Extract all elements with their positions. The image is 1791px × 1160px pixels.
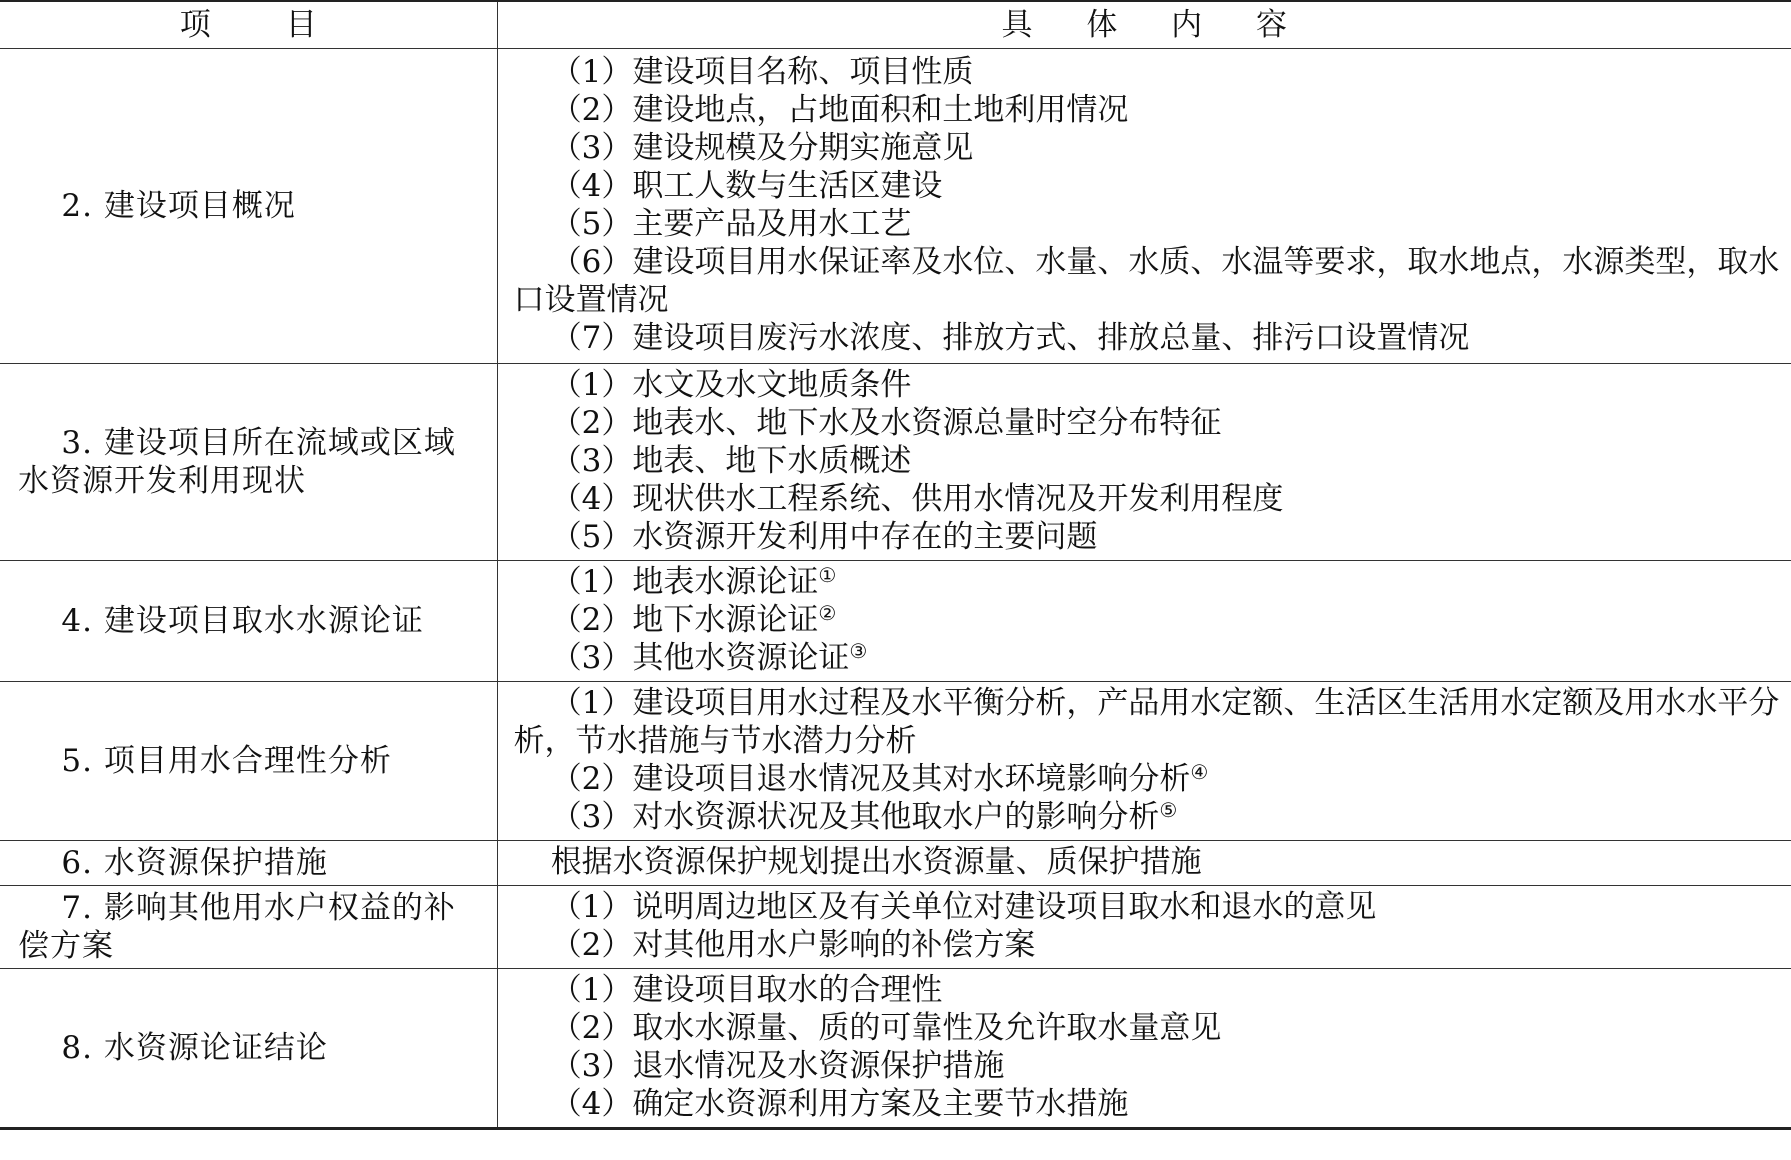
row-item-cell [0, 841, 497, 886]
row-content-cell [497, 969, 1791, 1129]
content-line-text: （4）职工人数与生活区建设 [550, 168, 943, 204]
content-line-text: （3）地表、地下水质概述 [550, 443, 912, 479]
content-line [514, 1085, 1782, 1123]
content-line-text: （1）建设项目用水过程及水平衡分析，产品用水定额、生活区生活用水定额及用水水平分析，节水措施与节水潜力分析 [513, 685, 1780, 759]
content-line [514, 563, 1782, 601]
row-item-label: 3. 建设项目所在流域或区域水资源开发利用现状 [18, 425, 456, 499]
content-line-text: （3）其他水资源论证 [550, 640, 850, 676]
row-content-cell [497, 49, 1791, 364]
table-header-row [0, 1, 1791, 49]
content-line-text: （1）地表水源论证 [550, 564, 819, 600]
header-item: 项 目 [0, 1, 497, 49]
row-item-label: 8. 水资源论证结论 [61, 1030, 328, 1066]
footnote-marker: ④ [1190, 760, 1209, 784]
content-line [514, 129, 1782, 167]
footnote-marker: ② [818, 601, 837, 625]
content-line-text: （3）退水情况及水资源保护措施 [550, 1048, 1005, 1084]
row-content-cell [497, 886, 1791, 969]
content-line [514, 601, 1782, 639]
content-line [514, 243, 1782, 319]
content-line [514, 319, 1782, 357]
content-line-text: （1）建设项目名称、项目性质 [550, 54, 974, 90]
footnote-marker: ③ [849, 639, 868, 663]
content-line-text: （2）建设地点，占地面积和土地利用情况 [550, 92, 1129, 128]
table-row [0, 682, 1791, 841]
content-line [514, 926, 1782, 964]
footnote-marker: ⑤ [1159, 798, 1178, 822]
content-line-text: （5）水资源开发利用中存在的主要问题 [550, 519, 1098, 555]
row-item-cell [0, 561, 497, 682]
content-line-text: （7）建设项目废污水浓度、排放方式、排放总量、排污口设置情况 [550, 320, 1470, 356]
table-row [0, 886, 1791, 969]
header-content: 具 体 内 容 [497, 1, 1791, 49]
row-item-label: 4. 建设项目取水水源论证 [61, 603, 424, 639]
content-line-text: （2）地下水源论证 [550, 602, 819, 638]
content-line-text: （2）对其他用水户影响的补偿方案 [550, 927, 1036, 963]
row-item-cell [0, 364, 497, 561]
content-line-text: （1）水文及水文地质条件 [550, 367, 912, 403]
content-line [514, 167, 1782, 205]
content-line-text: （2）建设项目退水情况及其对水环境影响分析 [550, 761, 1191, 797]
content-line [514, 971, 1782, 1009]
footnote-marker: ① [818, 563, 837, 587]
content-line [514, 684, 1782, 760]
content-line [514, 91, 1782, 129]
content-line-text: （6）建设项目用水保证率及水位、水量、水质、水温等要求，取水地点，水源类型，取水口设置情况 [513, 244, 1780, 318]
table-row [0, 364, 1791, 561]
row-content-cell [497, 841, 1791, 886]
content-line-text: （2）地表水、地下水及水资源总量时空分布特征 [550, 405, 1222, 441]
content-line [514, 760, 1782, 798]
row-item-label: 6. 水资源保护措施 [61, 845, 328, 881]
row-item-cell [0, 886, 497, 969]
content-line [514, 843, 1782, 881]
content-line [514, 1047, 1782, 1085]
row-item-label: 2. 建设项目概况 [61, 188, 296, 224]
content-line-text: 根据水资源保护规划提出水资源量、质保护措施 [550, 844, 1202, 880]
content-line [514, 442, 1782, 480]
row-content-cell [497, 682, 1791, 841]
row-item-cell [0, 969, 497, 1129]
content-line [514, 205, 1782, 243]
table-row [0, 969, 1791, 1129]
content-line [514, 53, 1782, 91]
content-line [514, 366, 1782, 404]
table-row [0, 561, 1791, 682]
content-line [514, 1009, 1782, 1047]
content-line-text: （1）建设项目取水的合理性 [550, 972, 943, 1008]
content-line [514, 639, 1782, 677]
content-line-text: （4）确定水资源利用方案及主要节水措施 [550, 1086, 1129, 1122]
row-content-cell [497, 561, 1791, 682]
content-line-text: （3）对水资源状况及其他取水户的影响分析 [550, 799, 1160, 835]
content-line-text: （2）取水水源量、质的可靠性及允许取水量意见 [550, 1010, 1222, 1046]
table-row [0, 49, 1791, 364]
content-line-text: （1）说明周边地区及有关单位对建设项目取水和退水的意见 [550, 889, 1377, 925]
row-item-cell [0, 49, 497, 364]
content-line [514, 404, 1782, 442]
table-row [0, 841, 1791, 886]
content-line [514, 518, 1782, 556]
content-line [514, 798, 1782, 836]
row-item-cell [0, 682, 497, 841]
content-line-text: （5）主要产品及用水工艺 [550, 206, 912, 242]
content-line [514, 480, 1782, 518]
content-line [514, 888, 1782, 926]
content-line-text: （4）现状供水工程系统、供用水情况及开发利用程度 [550, 481, 1284, 517]
row-content-cell [497, 364, 1791, 561]
row-item-label: 5. 项目用水合理性分析 [61, 743, 392, 779]
row-item-label: 7. 影响其他用水户权益的补偿方案 [18, 890, 456, 964]
content-line-text: （3）建设规模及分期实施意见 [550, 130, 974, 166]
